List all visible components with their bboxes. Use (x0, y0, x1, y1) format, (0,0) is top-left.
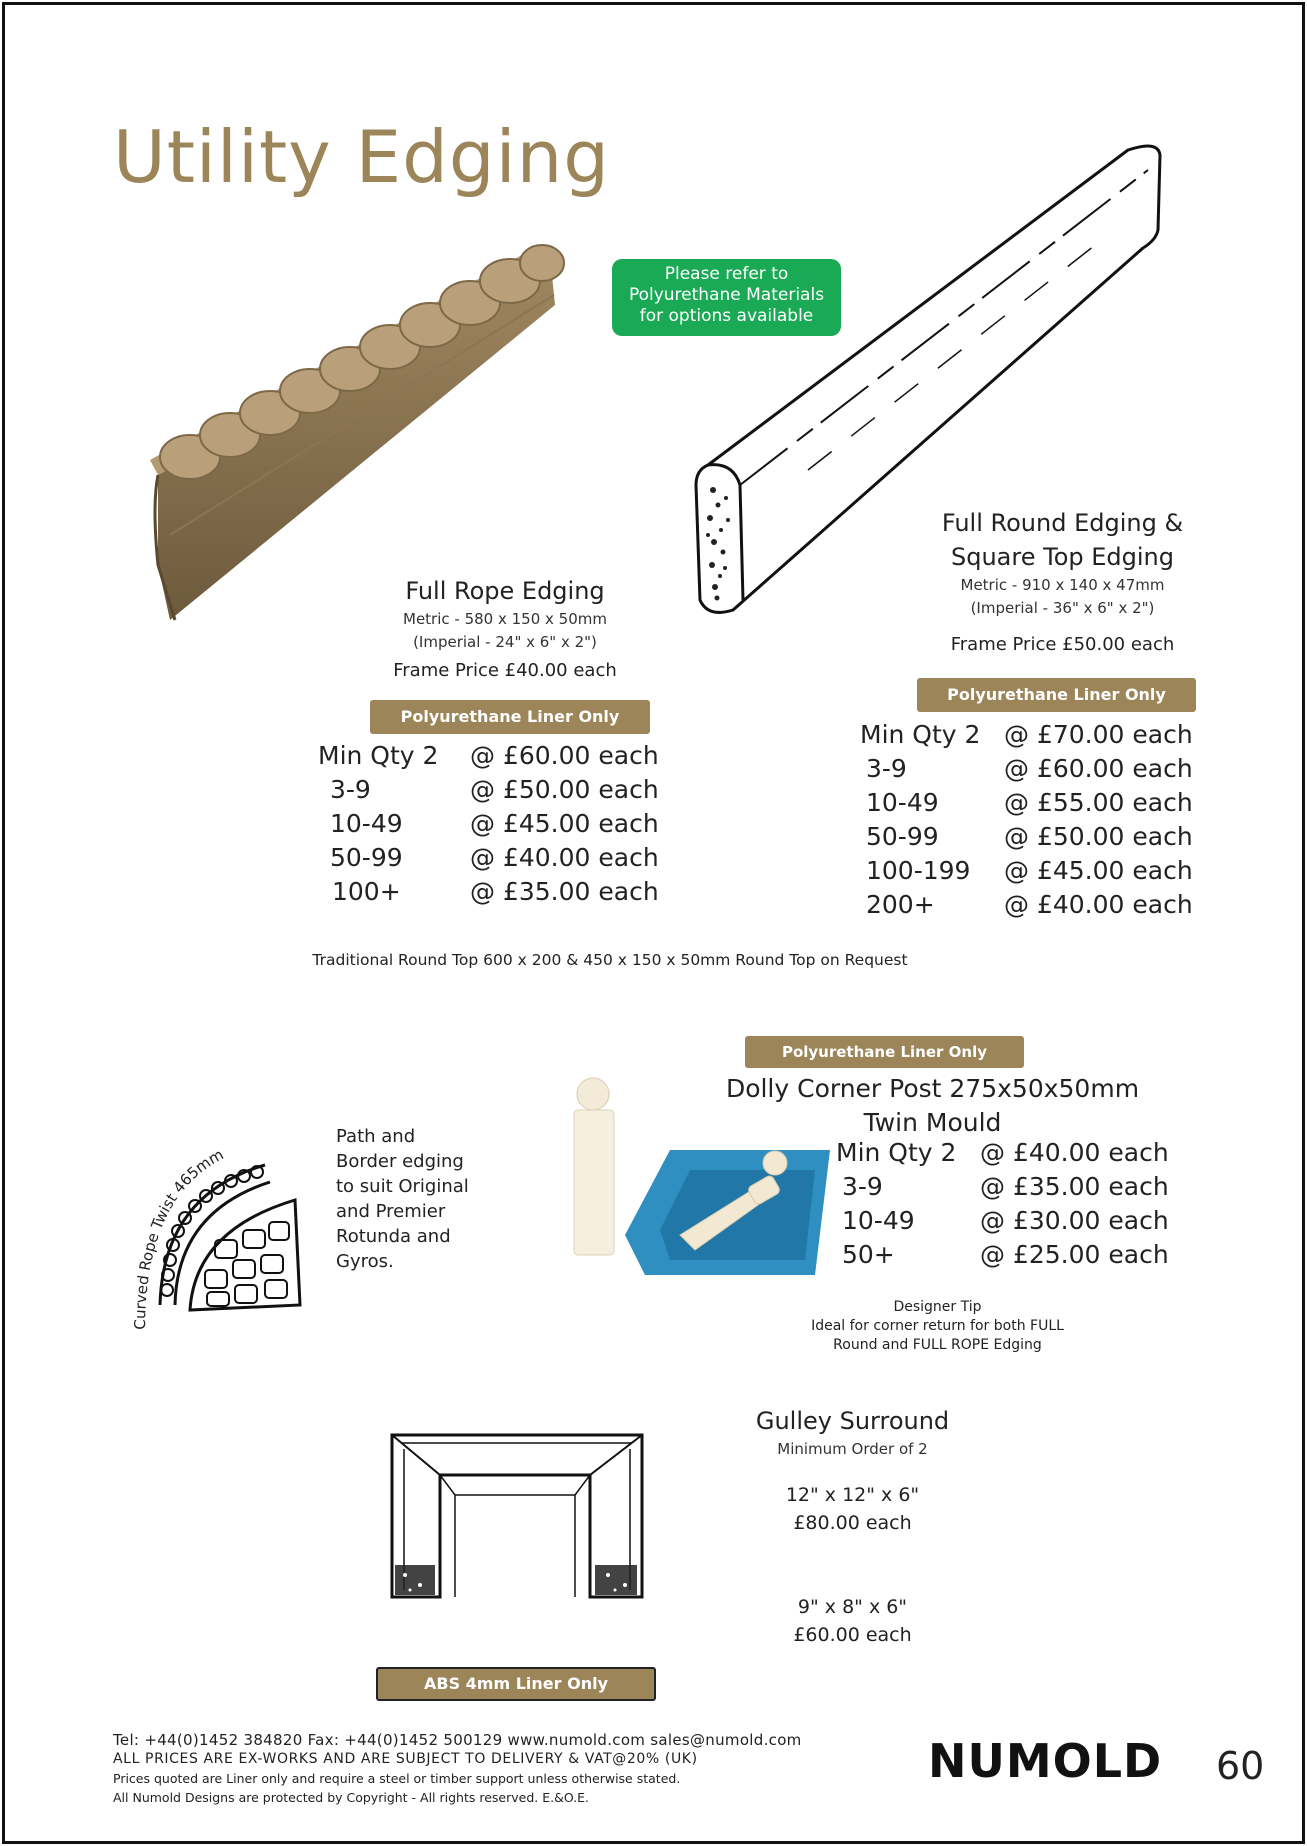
description-line: Rotunda and (336, 1226, 451, 1247)
price-value: @ £35.00 each (980, 1172, 1169, 1201)
price-qty: 10-49 (330, 809, 403, 838)
description-line: Path and (336, 1126, 416, 1147)
gulley-min-order: Minimum Order of 2 (777, 1440, 928, 1458)
price-qty: 50-99 (330, 843, 403, 872)
designer-tip-line: Round and FULL ROPE Edging (833, 1337, 1042, 1353)
price-row (318, 875, 678, 909)
price-qty: 100+ (332, 877, 401, 906)
designer-tip (780, 1298, 1095, 1355)
page-number: 60 (1216, 1744, 1265, 1788)
dolly-price-table (836, 1136, 1176, 1272)
price-qty: Min Qty 2 (318, 741, 439, 770)
price-row (836, 1170, 1176, 1204)
round-edging-metric: Metric - 910 x 140 x 47mm (960, 576, 1165, 594)
price-qty: 200+ (866, 890, 935, 919)
designer-tip-line: Ideal for corner return for both FULL (811, 1318, 1064, 1334)
price-qty: 10-49 (866, 788, 939, 817)
dolly-title-line1: Dolly Corner Post 275x50x50mm (725, 1074, 1140, 1103)
price-value: @ £35.00 each (470, 877, 659, 906)
price-qty: Min Qty 2 (836, 1138, 957, 1167)
price-row (860, 820, 1260, 854)
price-qty: 3-9 (842, 1172, 883, 1201)
price-value: @ £45.00 each (470, 809, 659, 838)
price-value: @ £30.00 each (980, 1206, 1169, 1235)
price-value: @ £25.00 each (980, 1240, 1169, 1269)
traditional-round-top-note: Traditional Round Top 600 x 200 & 450 x 150 x 50mm Round Top on Request (312, 951, 908, 969)
gulley-price-1: £80.00 each (793, 1512, 912, 1534)
rope-edging-imperial: (Imperial - 24" x 6" x 2") (413, 633, 597, 651)
rope-edging-liner-badge: Polyurethane Liner Only (370, 700, 650, 734)
full-rope-edging-image (150, 235, 565, 625)
curved-rope-description (336, 1124, 469, 1274)
price-value: @ £50.00 each (1004, 822, 1193, 851)
price-row (860, 854, 1260, 888)
price-row (836, 1136, 1176, 1170)
rope-edging-title: Full Rope Edging (405, 577, 605, 605)
footer (113, 1731, 802, 1807)
footer-pricing-notice: ALL PRICES ARE EX-WORKS AND ARE SUBJECT TO DELIVERY & VAT@20% (UK) (113, 1751, 698, 1767)
price-value: @ £40.00 each (470, 843, 659, 872)
price-qty: 50-99 (866, 822, 939, 851)
gulley-title: Gulley Surround (755, 1407, 950, 1435)
gulley-surround-image (380, 1425, 650, 1610)
rope-edging-metric: Metric - 580 x 150 x 50mm (403, 610, 607, 628)
price-row (836, 1238, 1176, 1272)
description-line: and Premier (336, 1201, 446, 1222)
price-value: @ £40.00 each (980, 1138, 1169, 1167)
price-qty: 3-9 (330, 775, 371, 804)
price-qty: 100-199 (866, 856, 971, 885)
gulley-liner-badge: ABS 4mm Liner Only (376, 1667, 656, 1701)
price-row (318, 807, 678, 841)
price-qty: 50+ (842, 1240, 895, 1269)
designer-tip-heading: Designer Tip (893, 1299, 982, 1315)
price-row (318, 739, 678, 773)
round-edging-title-line2: Square Top Edging (951, 543, 1174, 571)
description-line: to suit Original (336, 1176, 469, 1197)
round-edging-liner-badge: Polyurethane Liner Only (917, 678, 1196, 712)
price-row (860, 752, 1260, 786)
price-row (836, 1204, 1176, 1238)
round-edging-title-line1: Full Round Edging & (941, 509, 1184, 537)
curved-rope-label: Curved Rope Twist 465mm (130, 1145, 227, 1330)
price-row (318, 841, 678, 875)
footer-copyright: All Numold Designs are protected by Copyright - All rights reserved. E.&O.E. (113, 1790, 590, 1805)
round-edging-imperial: (Imperial - 36" x 6" x 2") (970, 599, 1155, 617)
materials-note-line: Polyurethane Materials (628, 285, 825, 305)
gulley-price-2: £60.00 each (793, 1624, 912, 1646)
price-value: @ £70.00 each (1004, 720, 1193, 749)
curved-rope-twist-image (115, 1120, 315, 1340)
price-value: @ £60.00 each (470, 741, 659, 770)
price-value: @ £50.00 each (470, 775, 659, 804)
price-value: @ £60.00 each (1004, 754, 1193, 783)
round-edging-frame-price: Frame Price £50.00 each (950, 634, 1175, 655)
gulley-size-2: 9" x 8" x 6" (797, 1596, 908, 1618)
materials-note-line: for options available (639, 306, 814, 326)
price-row (860, 718, 1260, 752)
footer-liner-notice: Prices quoted are Liner only and require a steel or timber support unless otherwise stated. (113, 1771, 681, 1786)
numold-logo: NUMOLD (928, 1734, 1163, 1788)
page-title: Utility Edging (113, 115, 610, 199)
gulley-size-1: 12" x 12" x 6" (785, 1484, 920, 1506)
price-qty: Min Qty 2 (860, 720, 981, 749)
dolly-title-line2: Twin Mould (863, 1108, 1002, 1137)
dolly-liner-badge: Polyurethane Liner Only (745, 1036, 1024, 1068)
rope-edging-frame-price: Frame Price £40.00 each (393, 660, 617, 681)
price-row (860, 786, 1260, 820)
round-edging-price-table (860, 718, 1260, 922)
price-value: @ £55.00 each (1004, 788, 1193, 817)
price-row (318, 773, 678, 807)
price-qty: 10-49 (842, 1206, 915, 1235)
price-value: @ £40.00 each (1004, 890, 1193, 919)
price-qty: 3-9 (866, 754, 907, 783)
price-value: @ £45.00 each (1004, 856, 1193, 885)
footer-contact: Tel: +44(0)1452 384820 Fax: +44(0)1452 500129 www.numold.com sales@numold.com (113, 1731, 802, 1749)
description-line: Border edging (336, 1151, 464, 1172)
description-line: Gyros. (336, 1251, 394, 1272)
rope-edging-price-table (318, 739, 678, 909)
materials-note-line: Please refer to (664, 264, 789, 284)
price-row (860, 888, 1260, 922)
